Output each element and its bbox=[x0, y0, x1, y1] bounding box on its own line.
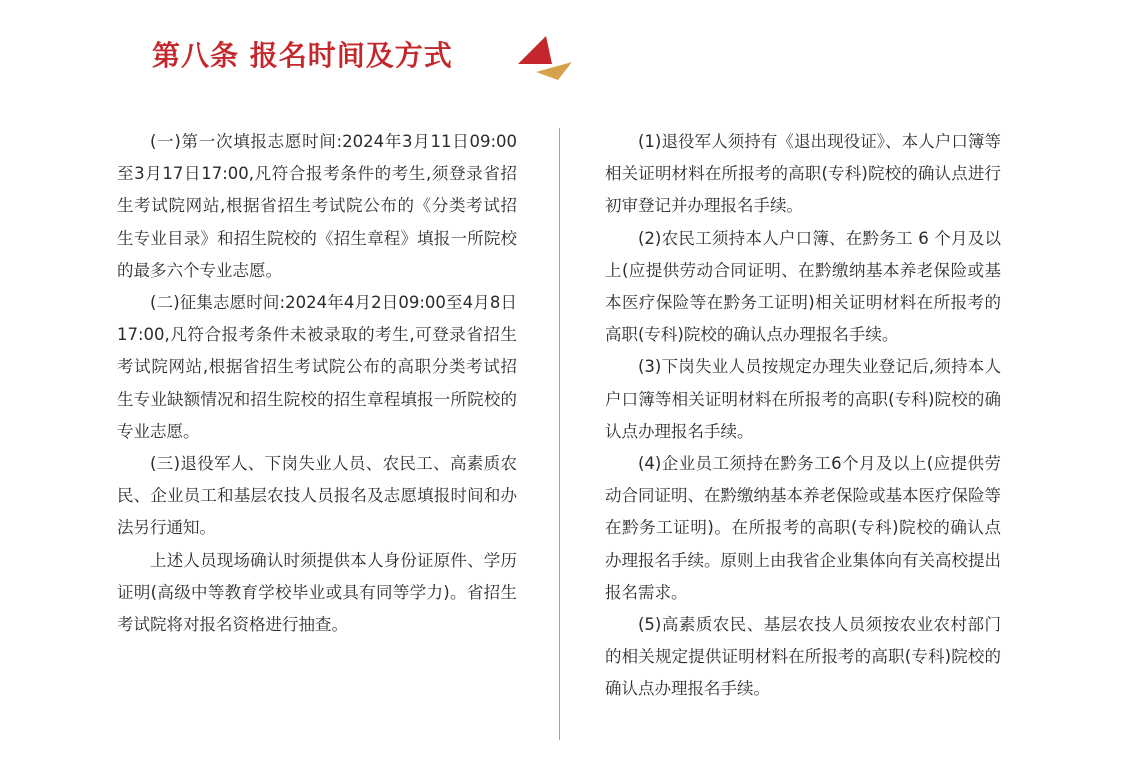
paragraph-onsite-confirmation: 上述人员现场确认时须提供本人身份证原件、学历证明(高级中等教育学校毕业或具有同等学力)。省招生考试院将对报名资格进行抽查。 bbox=[117, 550, 517, 635]
paragraph-farmers-technicians: (5)高素质农民、基层农技人员须按农业农村部门的相关规定提供证明材料在所报考的高职(专科)院校的确认点办理报名手续。 bbox=[605, 615, 1001, 699]
paragraph-first-round-volunteer: (一)第一次填报志愿时间:2024年3月11日09:00至3月17日17:00,凡符合报考条件的考生,须登录省招生考试院网站,根据省招生考试院公布的《分类考试招生专业目录》和招生院校的《招生章程》填报一所院校的最多六个专业志愿。 bbox=[117, 132, 517, 280]
paragraph-laid-off-workers: (3)下岗失业人员按规定办理失业登记后,须持本人户口簿等相关证明材料在所报考的高职(专科)院校的确认点办理报名手续。 bbox=[605, 357, 1001, 441]
right-column bbox=[605, 126, 1001, 706]
article-title: 第八条 报名时间及方式 bbox=[152, 39, 453, 72]
left-column bbox=[117, 126, 517, 641]
decorative-triangle-icon bbox=[512, 30, 576, 82]
column-divider bbox=[559, 128, 560, 740]
paragraph-supplementary-volunteer: (二)征集志愿时间:2024年4月2日09:00至4月8日17:00,凡符合报考条件未被录取的考生,可登录省招生考试院网站,根据省招生考试院公布的高职分类考试招生专业缺额情况和招生院校的招生章程填报一所院校的专业志愿。 bbox=[117, 293, 517, 441]
paragraph-migrant-workers: (2)农民工须持本人户口簿、在黔务工 6 个月及以上(应提供劳动合同证明、在黔缴纳基本养老保险或基本医疗保险等在黔务工证明)相关证明材料在所报考的高职(专科)院校的确认点办理报名手续。 bbox=[605, 228, 1001, 345]
paragraph-special-groups: (三)退役军人、下岗失业人员、农民工、高素质农民、企业员工和基层农技人员报名及志愿填报时间和办法另行通知。 bbox=[117, 454, 517, 538]
paragraph-enterprise-employees: (4)企业员工须持在黔务工6个月及以上(应提供劳动合同证明、在黔缴纳基本养老保险或基本医疗保险等在黔务工证明)。在所报考的高职(专科)院校的确认点办理报名手续。原则上由我省企业集体向有关高校提出报名需求。 bbox=[605, 454, 1001, 602]
paragraph-veterans: (1)退役军人须持有《退出现役证》、本人户口簿等相关证明材料在所报考的高职(专科)院校的确认点进行初审登记并办理报名手续。 bbox=[605, 132, 1001, 216]
